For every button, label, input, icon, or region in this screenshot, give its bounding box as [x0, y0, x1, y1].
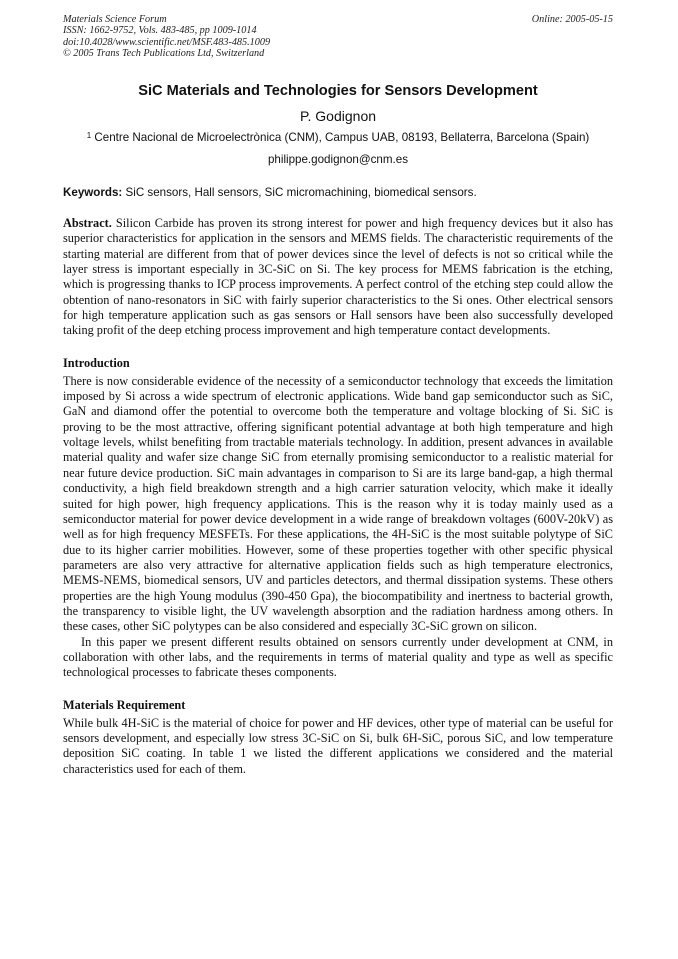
- abstract-text: Silicon Carbide has proven its strong interest for power and high frequency devices but it also has superior characteristics for application in the sensors and MEMS fields. The characteristic requirements of the starting material are different from that of power devices since the level of defects is not so critical while the layer stress is important especially in 3C-SiC on Si. The key process for MEMS fabrication is the etching, which is progressing thanks to ICP process improvements. A perfect control of the etching step could allow the obtention of nano-resonators in SiC with fairly superior characteristics to the Si ones. Other electrical sensors for high temperature application such as gas sensors or Hall sensors have been also successfully developed taking profit of the deep etching process improvement and high temperature contact developments.: [63, 216, 614, 338]
- online-date: Online: 2005-05-15: [531, 14, 613, 25]
- author-name: P. Godignon: [299, 108, 377, 124]
- abstract: [63, 216, 613, 339]
- affiliation-text: Centre Nacional de Microelectrònica (CNM), Campus UAB, 08193, Bellaterra, Barcelona (Spain): [94, 131, 590, 144]
- materials-heading: Materials Requirement: [63, 697, 186, 712]
- keywords-text: SiC sensors, Hall sensors, SiC micromachining, biomedical sensors.: [125, 186, 477, 199]
- introduction-paragraph-2: In this paper we present different results obtained on sensors currently under development at CNM, in collaboration with other labs, and the requirements in terms of material quality and type as well as specific technological processes to fabricate theses components.: [63, 634, 613, 680]
- journal-header: [63, 14, 613, 64]
- introduction-heading: Introduction: [63, 355, 130, 370]
- author-email: philippe.godignon@cnm.es: [267, 153, 409, 166]
- paper-page: [63, 14, 613, 777]
- issn-line: ISSN: 1662-9752, Vols. 483-485, pp 1009-1014: [63, 25, 257, 37]
- copyright-line: © 2005 Trans Tech Publications Ltd, Switzerland: [63, 48, 265, 60]
- journal-name: Materials Science Forum: [63, 14, 167, 25]
- paper-title: SiC Materials and Technologies for Sensors Development: [138, 83, 538, 99]
- introduction-paragraph-1: There is now considerable evidence of the necessity of a semiconductor technology that exceeds the limitation imposed by Si across a wide spectrum of electronic applications. Wide band gap semiconductor such as SiC, GaN and diamond offer the potential to overcome both the temperature and voltage blocking of Si. SiC is proving to be the most attractive, offering significant potential advantage at both high temperature and high voltage levels, whilst benefiting from tractable materials technology. In addition, present advances in available material quality and wafer size change SiC from eternally promising semiconductor to a realistic material for near future device production. SiC main advantages in comparison to Si are its large band-gap, a high thermal conductivity, a high field breakdown strength and a high carrier saturation velocity, which make it ideally suited for high power, high frequency applications. This is the reason why it is today mainly used as a semiconductor material for power device development in a wide range of breakdown voltages (600V-20kV) as well as for high frequency MESFETs. For these applications, the 4H-SiC is the most suitable polytype of SiC due to its higher carrier mobilities. However, some of these properties together with other specific physical parameters are also very attractive for alternative application fields such as high temperature electronics, MEMS-NEMS, biomedical sensors, UV and particles detectors, and thermal dissipation systems. These others properties are the high Young modulus (390-450 Gpa), the biocompatibility and inertness to bacterial growth, the transparency to visible light, the UV wavelength absorption and the radiation hardness among others. In these cases, other SiC polytypes can be also considered and especially 3C-SiC grown on silicon.: [63, 373, 613, 634]
- abstract-label: Abstract.: [63, 216, 112, 230]
- keywords-label: Keywords:: [63, 186, 123, 199]
- affiliation: [63, 130, 613, 145]
- materials-paragraph-1: While bulk 4H-SiC is the material of choice for power and HF devices, other type of material can be useful for sensors development, and especially low stress 3C-SiC on Si, bulk 6H-SiC, porous SiC, and low temperature deposition SiC coating. In table 1 we listed the different applications we considered and the material characteristics used for each of them.: [63, 715, 613, 776]
- doi-line: doi:10.4028/www.scientific.net/MSF.483-485.1009: [63, 36, 271, 48]
- affiliation-marker: 1: [86, 131, 92, 140]
- keywords: [63, 185, 613, 200]
